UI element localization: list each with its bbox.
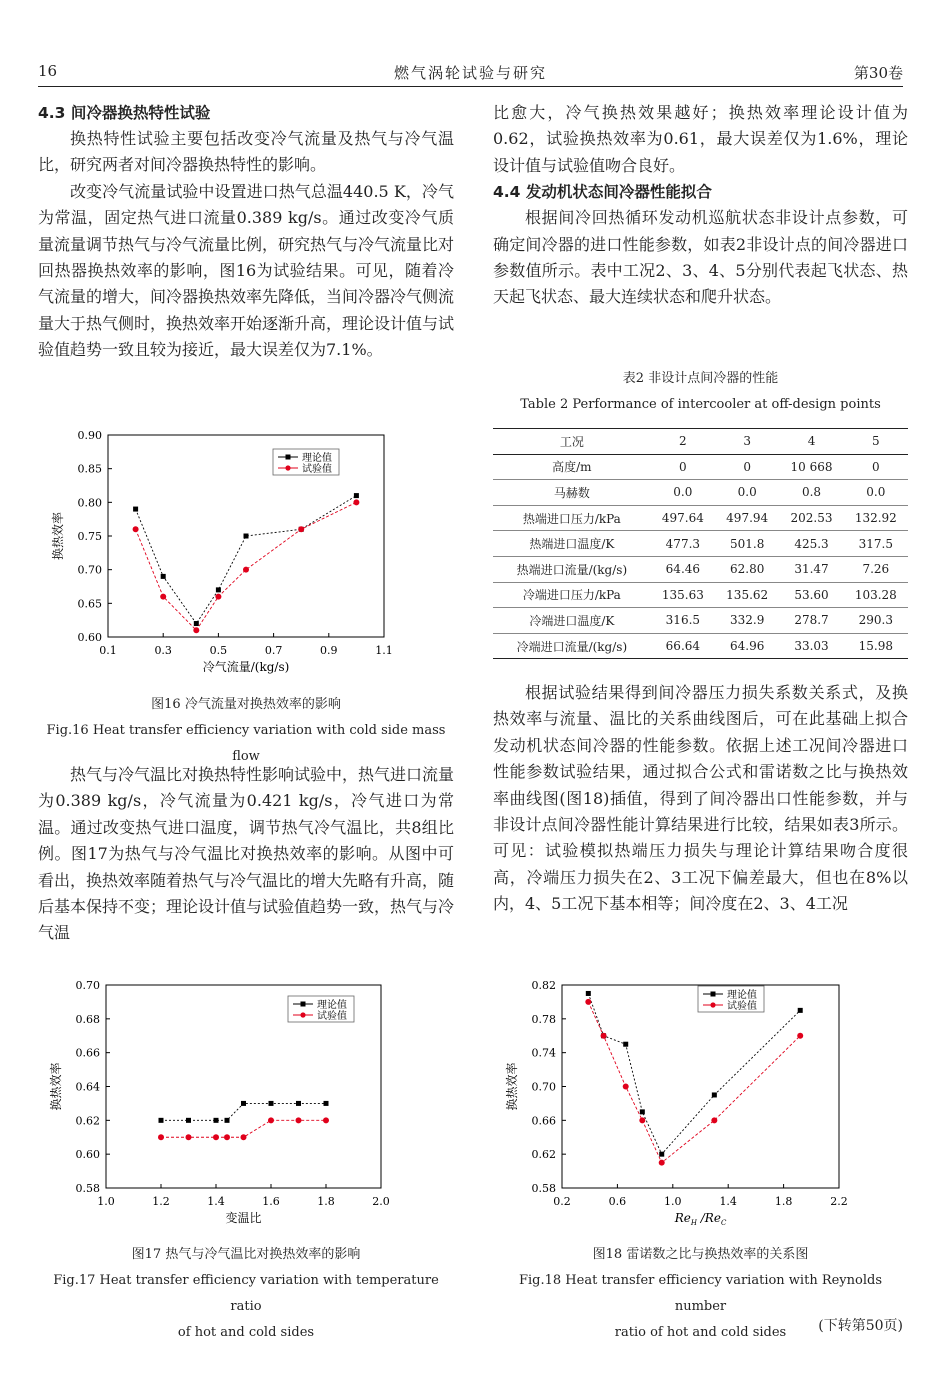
data-point-test (193, 627, 199, 633)
table-header-row (493, 429, 908, 455)
paragraph: 换热特性试验主要包括改变冷气流量及热气与冷气温比，研究两者对间冷器换热特性的影响。 (38, 129, 454, 175)
table-cell: 10 668 (779, 454, 843, 480)
y-tick-label: 0.60 (77, 631, 102, 644)
y-tick-label: 0.58 (75, 1182, 100, 1195)
plot-frame (562, 985, 839, 1188)
data-point-test (213, 1134, 219, 1140)
table-cell: 冷端进口温度/K (493, 608, 651, 634)
data-point-test (215, 594, 221, 600)
y-tick-label: 0.70 (531, 1080, 556, 1094)
x-axis-label: $Re_H$ $/Re_C$ (674, 1211, 727, 1227)
data-point-test (298, 526, 304, 532)
data-point-theory (214, 1118, 219, 1123)
y-tick-label: 0.58 (531, 1182, 556, 1195)
y-axis-label: 换热效率 (51, 511, 65, 561)
table-cell: 7.26 (844, 556, 908, 582)
table-cell: 425.3 (779, 531, 843, 557)
table-cell: 135.62 (715, 582, 779, 608)
table-cell: 热端进口流量/(kg/s) (493, 556, 651, 582)
x-tick-label: 2.2 (830, 1195, 848, 1208)
table-cell: 0.0 (651, 480, 715, 506)
figure-16-chart (38, 420, 454, 695)
y-tick-label: 0.85 (77, 462, 102, 476)
table-cell: 497.94 (715, 505, 779, 531)
table-cell: 高度/m (493, 454, 651, 480)
data-point-test (623, 1084, 629, 1090)
table-cell: 53.60 (779, 582, 843, 608)
paragraph: 比愈大，冷气换热效果越好；换热效率理论设计值为0.62，试验换热效率为0.61，最大误差仅为1.6%，理论设计值与试验值吻合良好。 (493, 103, 908, 175)
data-point-test (160, 594, 166, 600)
right-column-top (493, 100, 908, 311)
table-header-cell: 2 (651, 429, 715, 455)
y-tick-label: 0.64 (75, 1080, 100, 1094)
table-cell: 0 (651, 454, 715, 480)
data-point-theory (659, 1152, 664, 1157)
data-point-theory (354, 493, 359, 498)
series-line-test (136, 502, 357, 630)
table-row (493, 454, 908, 480)
data-point-test (186, 1134, 192, 1140)
legend-label: 试验值 (727, 1001, 757, 1012)
continued-note: (下转第50页) (818, 1318, 903, 1334)
data-point-theory (186, 1118, 191, 1123)
y-tick-label: 0.74 (531, 1046, 556, 1060)
legend-marker-theory (286, 455, 291, 460)
legend-label: 理论值 (302, 453, 332, 464)
caption-en: Fig.18 Heat transfer efficiency variation with Reynolds number (519, 1273, 882, 1314)
table-cell: 0 (844, 454, 908, 480)
page-number: 16 (38, 62, 58, 80)
table-cell: 冷端进口压力/kPa (493, 582, 651, 608)
right-column-bottom (493, 680, 908, 918)
data-point-test (323, 1117, 329, 1123)
y-tick-label: 0.62 (75, 1114, 100, 1128)
data-point-test (639, 1117, 645, 1123)
x-tick-label: 1.0 (97, 1195, 115, 1208)
series-line-theory (161, 1103, 326, 1120)
table-row (493, 531, 908, 557)
data-point-test (224, 1134, 230, 1140)
y-tick-label: 0.78 (531, 1012, 556, 1026)
table-row (493, 556, 908, 582)
x-tick-label: 0.2 (553, 1195, 571, 1208)
x-tick-label: 1.0 (664, 1195, 682, 1208)
legend-label: 试验值 (317, 1011, 347, 1022)
data-point-theory (712, 1092, 717, 1097)
table-2-caption (493, 366, 908, 418)
data-point-theory (296, 1101, 301, 1106)
y-tick-label: 0.66 (75, 1046, 100, 1060)
legend-label: 试验值 (302, 464, 332, 475)
y-tick-label: 0.65 (77, 597, 102, 611)
y-tick-label: 0.90 (77, 429, 102, 442)
x-tick-label: 0.7 (264, 644, 283, 657)
table-cell: 15.98 (844, 633, 908, 659)
legend (288, 996, 354, 1022)
section-4-3-heading: 4.3 间冷器换热特性试验 (38, 104, 211, 122)
legend-marker-test (300, 1012, 305, 1017)
data-point-test (353, 499, 359, 505)
table-row (493, 608, 908, 634)
legend-label: 理论值 (727, 990, 757, 1001)
table-cell: 132.92 (844, 505, 908, 531)
data-point-theory (324, 1101, 329, 1106)
caption-cn: 图16 冷气流量对换热效率的影响 (151, 697, 341, 712)
x-tick-label: 0.9 (320, 644, 338, 657)
table-cell: 477.3 (651, 531, 715, 557)
volume-number: 第30卷 (853, 64, 903, 82)
caption-cn: 图17 热气与冷气温比对换热效率的影响 (131, 1247, 361, 1262)
table-cell: 0.0 (715, 480, 779, 506)
legend (698, 986, 764, 1012)
y-tick-label: 0.60 (75, 1148, 100, 1162)
running-header (38, 62, 903, 86)
table-cell: 0.0 (844, 480, 908, 506)
data-point-theory (586, 991, 591, 996)
data-point-test (133, 526, 139, 532)
data-point-test (585, 999, 591, 1005)
y-tick-label: 0.68 (75, 1012, 100, 1026)
section-4-4-heading: 4.4 发动机状态间冷器性能拟合 (493, 183, 712, 202)
table-cell: 316.5 (651, 608, 715, 634)
legend-marker-theory (301, 1002, 306, 1007)
table-header-cell: 5 (844, 429, 908, 455)
data-point-theory (133, 507, 138, 512)
table-row (493, 633, 908, 659)
legend-marker-test (285, 465, 290, 470)
table-cell: 33.03 (779, 633, 843, 659)
table-cell: 64.46 (651, 556, 715, 582)
data-point-theory (269, 1101, 274, 1106)
x-axis-label: 冷气流量/(kg/s) (202, 660, 290, 674)
data-point-theory (798, 1008, 803, 1013)
data-point-test (711, 1117, 717, 1123)
paragraph: 根据间冷回热循环发动机巡航状态非设计点参数，可确定间冷器的进口性能参数，如表2非设计点的间冷器进口参数值所示。表中工况2、3、4、5分别代表起飞状态、热天起飞状态、最大连续状态和爬升状态。 (493, 208, 908, 307)
series-line-theory (588, 993, 800, 1154)
figure-17-chart (38, 970, 454, 1232)
x-tick-label: 1.4 (207, 1195, 225, 1208)
caption-cn: 表2 非设计点间冷器的性能 (622, 371, 779, 386)
caption-en: Table 2 Performance of intercooler at off-design points (520, 397, 881, 412)
table-cell: 64.96 (715, 633, 779, 659)
caption-en: ratio of hot and cold sides (614, 1325, 787, 1340)
data-point-test (268, 1117, 274, 1123)
table-cell: 62.80 (715, 556, 779, 582)
data-point-theory (244, 534, 249, 539)
data-point-test (296, 1117, 302, 1123)
table-cell: 135.63 (651, 582, 715, 608)
data-point-test (243, 567, 249, 573)
table-cell: 278.7 (779, 608, 843, 634)
y-tick-label: 0.75 (77, 530, 102, 543)
y-tick-label: 0.70 (75, 979, 100, 992)
y-tick-label: 0.82 (531, 979, 556, 992)
paragraph: 根据试验结果得到间冷器压力损失系数关系式，及换热效率与流量、温比的关系曲线图后，可在此基础上拟合发动机状态间冷器的性能参数。依据上述工况间冷器进口性能参数试验结果，通过拟合公式和雷诺数之比与换热效率曲线图(图18)插值，得到了间冷器出口性能参数，并与非设计点间冷器性能计算结果进行比较，结果如表3所示。可见：试验模拟热端压力损失与理论计算结果吻合度很高，冷端压力损失在2、3工况下偏差最大，但也在8%以内，4、5工况下基本相等；间冷度在2、3、4工况 (493, 683, 908, 914)
table-cell: 冷端进口流量/(kg/s) (493, 633, 651, 659)
data-point-test (797, 1033, 803, 1039)
left-column-top (38, 100, 454, 364)
data-point-theory (623, 1042, 628, 1047)
table-row (493, 582, 908, 608)
figure-17-caption (38, 1242, 454, 1346)
table-row (493, 480, 908, 506)
data-point-test (158, 1134, 164, 1140)
data-point-test (601, 1033, 607, 1039)
series-line-theory (136, 496, 357, 624)
table-2 (493, 428, 908, 659)
data-point-test (659, 1160, 665, 1166)
table-cell: 497.64 (651, 505, 715, 531)
legend-label: 理论值 (317, 1000, 347, 1011)
y-axis-label: 换热效率 (49, 1062, 63, 1111)
y-tick-label: 0.62 (531, 1148, 556, 1162)
table-cell: 31.47 (779, 556, 843, 582)
y-tick-label: 0.80 (77, 496, 102, 510)
x-tick-label: 0.1 (99, 644, 117, 657)
y-axis-label: 换热效率 (505, 1062, 519, 1111)
series-line-test (588, 1002, 800, 1163)
table-header-cell: 工况 (493, 429, 651, 455)
table-cell: 332.9 (715, 608, 779, 634)
figure-18-chart (493, 970, 908, 1238)
y-tick-label: 0.66 (531, 1114, 556, 1128)
caption-en: Fig.17 Heat transfer efficiency variation with temperature ratio (53, 1273, 439, 1314)
left-column-bottom (38, 762, 454, 947)
header-rule (38, 86, 903, 87)
legend-marker-test (710, 1002, 715, 1007)
table-cell: 66.64 (651, 633, 715, 659)
table-row (493, 505, 908, 531)
data-point-theory (194, 621, 199, 626)
table-cell: 501.8 (715, 531, 779, 557)
x-tick-label: 0.5 (209, 644, 228, 657)
table-header-cell: 4 (779, 429, 843, 455)
table-cell: 0.8 (779, 480, 843, 506)
x-tick-label: 0.6 (608, 1195, 627, 1208)
table-header-cell: 3 (715, 429, 779, 455)
data-point-theory (159, 1118, 164, 1123)
data-point-theory (640, 1109, 645, 1114)
data-point-theory (216, 587, 221, 592)
paragraph: 改变冷气流量试验中设置进口热气总温440.5 K，冷气为常温，固定热气进口流量0.389 kg/s。通过改变冷气质量流量调节热气与冷气流量比例，研究热气与冷气流量比对回热器换热效率的影响，图16为试验结果。可见，随着冷气流量的增大，间冷器换热效率先降低，当间冷器冷气侧流量大于热气侧时，换热效率开始逐渐升高，理论设计值与试验值趋势一致且较为接近，最大误差仅为7.1%。 (38, 181, 455, 360)
table-cell: 热端进口温度/K (493, 531, 651, 557)
caption-en: Fig.16 Heat transfer efficiency variation with cold side mass flow (46, 723, 446, 764)
journal-title: 燃气涡轮试验与研究 (393, 64, 547, 82)
data-point-theory (161, 574, 166, 579)
x-axis-label: 变温比 (225, 1211, 262, 1225)
table-cell: 0 (715, 454, 779, 480)
table-cell: 马赫数 (493, 480, 651, 506)
table-cell: 317.5 (844, 531, 908, 557)
x-tick-label: 1.8 (774, 1195, 793, 1208)
x-tick-label: 1.4 (719, 1195, 737, 1208)
legend-marker-theory (711, 992, 716, 997)
x-tick-label: 1.8 (317, 1195, 335, 1208)
caption-cn: 图18 雷诺数之比与换热效率的关系图 (592, 1247, 809, 1262)
data-point-theory (225, 1118, 230, 1123)
x-tick-label: 1.1 (375, 644, 393, 657)
x-tick-label: 1.2 (152, 1195, 170, 1208)
table-cell: 热端进口压力/kPa (493, 505, 651, 531)
x-tick-label: 1.6 (262, 1195, 280, 1208)
x-tick-label: 2.0 (372, 1195, 390, 1208)
legend (273, 449, 339, 475)
data-point-test (241, 1134, 247, 1140)
y-tick-label: 0.70 (77, 563, 102, 577)
table-cell: 290.3 (844, 608, 908, 634)
figure-16-caption (38, 692, 454, 770)
x-tick-label: 0.3 (154, 644, 172, 657)
paragraph: 热气与冷气温比对换热特性影响试验中，热气进口流量为0.389 kg/s，冷气流量为0.421 kg/s，冷气进口为常温。通过改变热气进口温度，调节热气冷气温比，共8组比例。图17为热气与冷气温比对换热效率的影响。从图中可看出，换热效率随着热气与冷气温比的增大先略有升高，随后基本保持不变；理论设计值与试验值趋势一致，热气与冷气温 (38, 765, 455, 943)
table-cell: 103.28 (844, 582, 908, 608)
table-cell: 202.53 (779, 505, 843, 531)
caption-en: of hot and cold sides (177, 1325, 315, 1340)
data-point-theory (241, 1101, 246, 1106)
